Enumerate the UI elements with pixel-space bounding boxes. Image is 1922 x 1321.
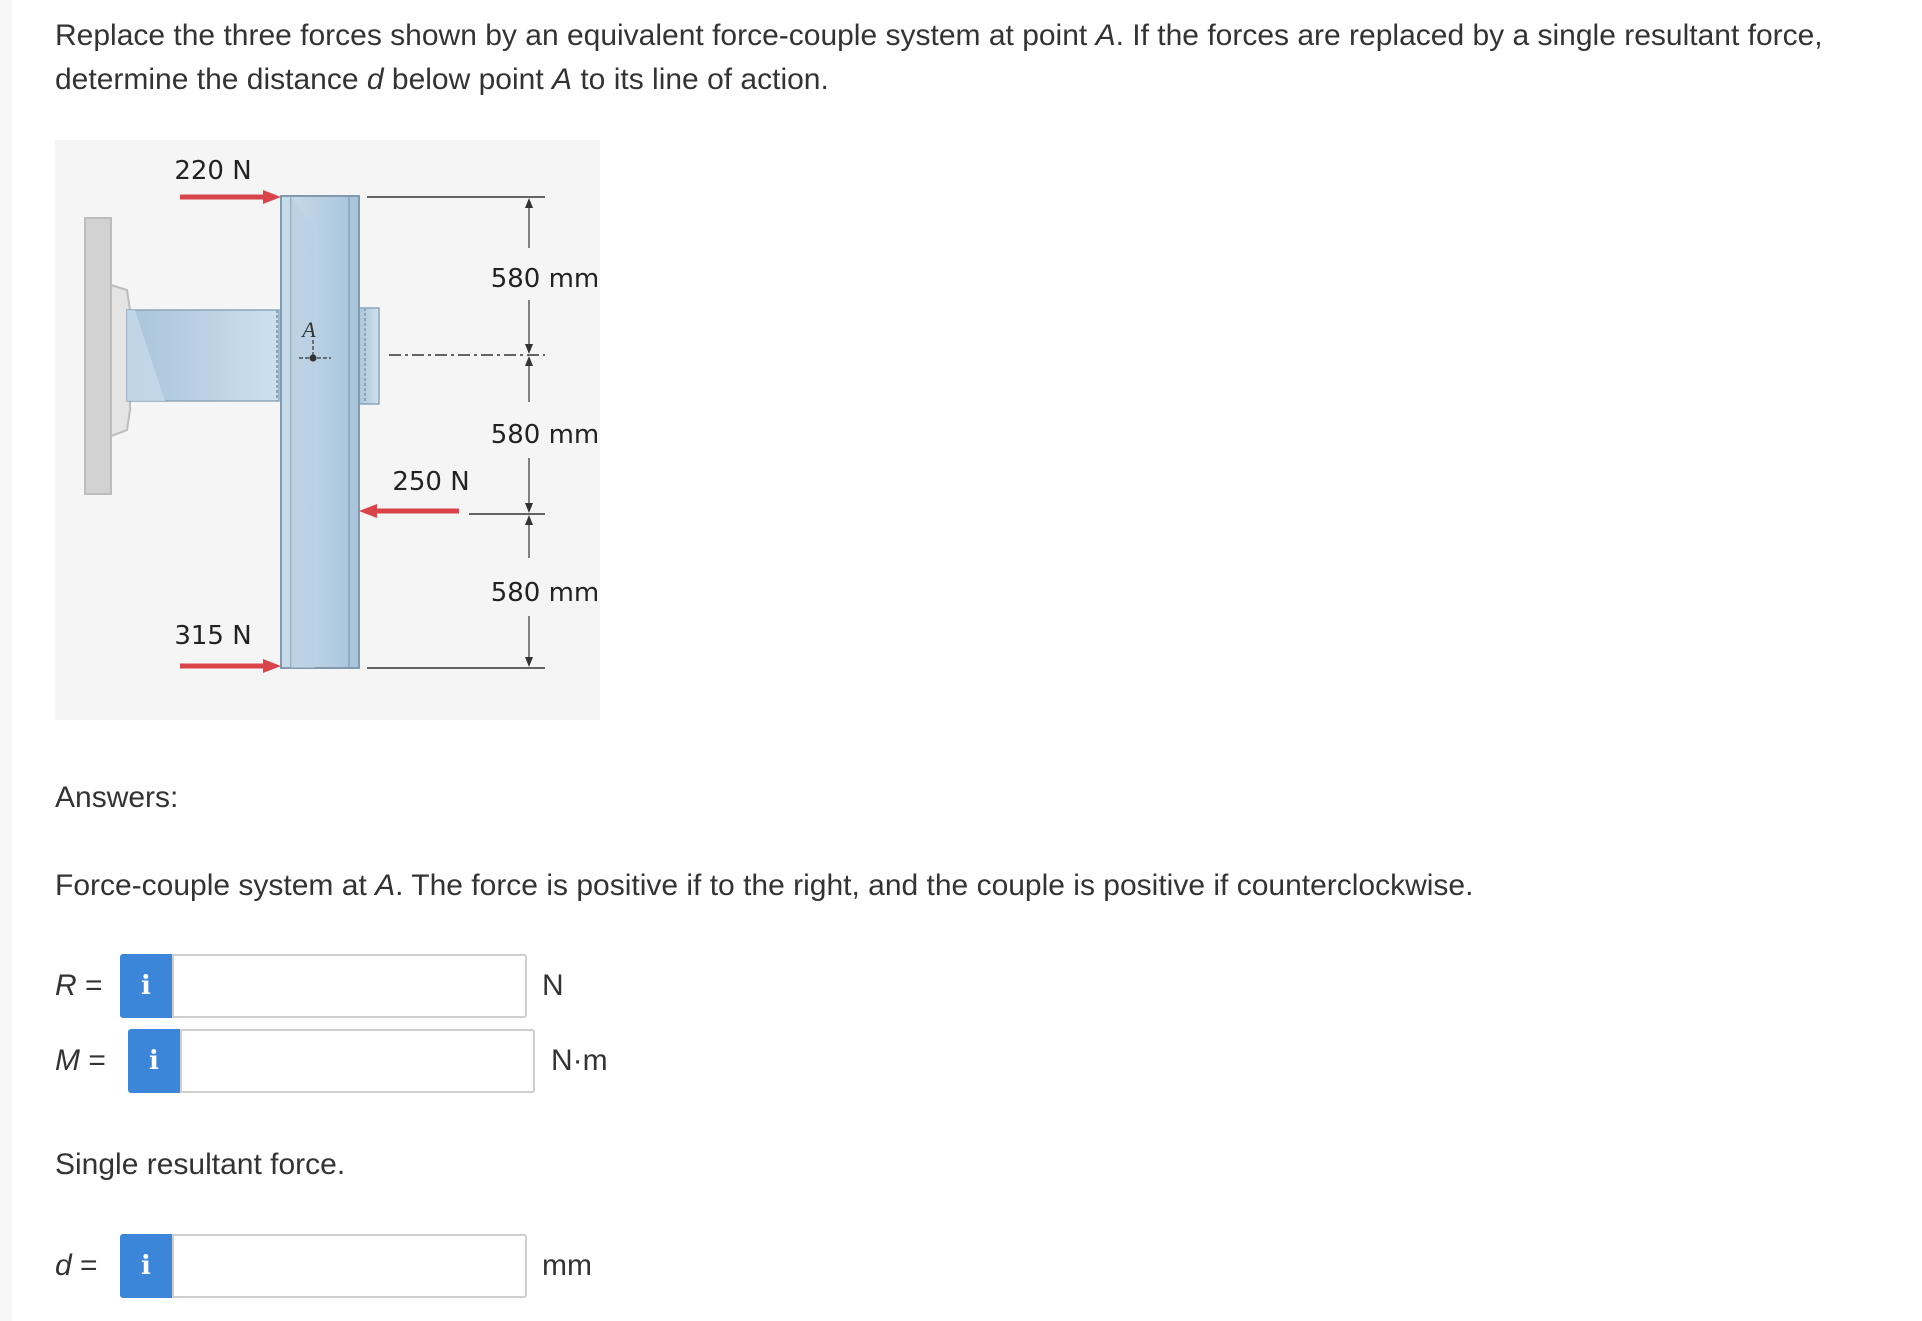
r-input[interactable] (172, 954, 527, 1018)
m-input[interactable] (180, 1029, 535, 1093)
point-a-label: A (302, 317, 316, 342)
wall (85, 218, 111, 494)
question-text-part: . If the forces are replaced by a single resultant force, determine the distance (55, 19, 1823, 96)
answer-row-d (55, 1234, 655, 1298)
d-info-button[interactable] (120, 1234, 172, 1298)
question-text (55, 14, 1895, 102)
d-input[interactable] (172, 1234, 527, 1298)
m-info-button[interactable] (128, 1029, 180, 1093)
equals-sign: = (76, 969, 103, 1002)
info-icon: i (141, 971, 151, 1001)
r-info-button[interactable] (120, 954, 172, 1018)
d-variable: d (55, 1249, 72, 1282)
force-label-315: 315 N (174, 621, 252, 651)
dimension-label: 580 mm (490, 578, 600, 608)
r-variable: R (55, 969, 77, 1002)
member-shading (291, 196, 315, 668)
equals-sign: = (80, 1044, 106, 1077)
answers-heading: Answers: (55, 781, 179, 814)
question-text-part: Replace the three forces shown by an equivalent force-couple system at point (55, 19, 1096, 52)
m-variable: M (55, 1044, 80, 1077)
force-couple-instruction (55, 866, 1473, 906)
question-text-part: to its line of action. (572, 63, 829, 96)
m-label (55, 1029, 106, 1093)
single-resultant-heading: Single resultant force. (55, 1148, 346, 1181)
r-label (55, 954, 103, 1018)
problem-figure (55, 140, 600, 720)
instruction-point-a: A (375, 869, 396, 902)
question-point-a: A (1095, 19, 1116, 52)
info-icon: i (141, 1251, 151, 1281)
r-unit: N (542, 969, 564, 1002)
question-page (12, 0, 1922, 1321)
d-label (55, 1234, 98, 1298)
dimension-label: 580 mm (490, 420, 600, 450)
instruction-text-part: Force-couple system at (55, 869, 376, 902)
answer-row-r (55, 954, 655, 1018)
question-text-part: below point (383, 63, 552, 96)
m-unit: N·m (551, 1044, 608, 1077)
answer-row-m (55, 1029, 675, 1093)
question-point-a: A (552, 63, 573, 96)
force-label-250: 250 N (392, 467, 470, 497)
instruction-text-part: . The force is positive if to the right, and the couple is positive if counterclockwise. (395, 869, 1474, 902)
bracket-stub-right (357, 308, 379, 404)
equals-sign: = (71, 1249, 98, 1282)
question-var-d: d (366, 63, 384, 96)
d-unit: mm (542, 1249, 592, 1282)
info-icon: i (149, 1046, 159, 1076)
dimension-label: 580 mm (490, 264, 600, 294)
point-a-dot (310, 355, 317, 362)
force-label-220: 220 N (174, 156, 252, 186)
